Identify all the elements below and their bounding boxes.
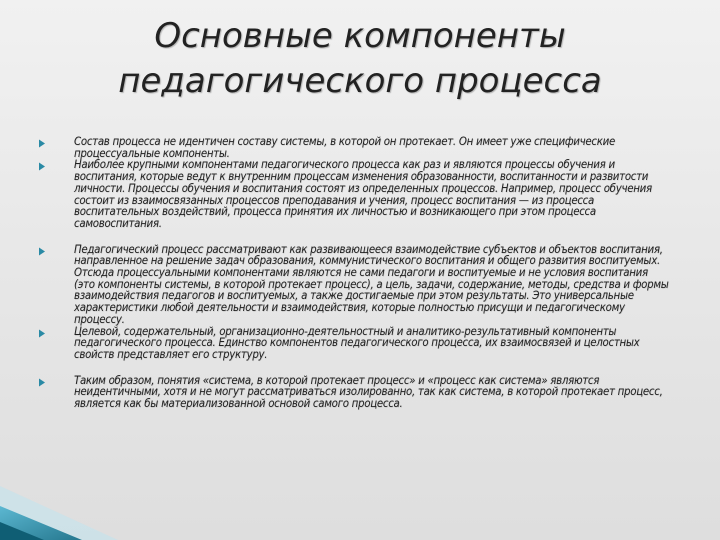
bullet-list (38, 136, 670, 410)
bullet-text: Таким образом, понятия «система, в которой протекает процесс» и «процесс как система» являются неидентичными, хотя и не могут рассматриваться изолированно, так как система, в которой протекает процесс, является как бы материализованной основой самого процесса. (74, 373, 663, 411)
slide-title (60, 14, 660, 104)
triangle-bullet-icon (38, 247, 46, 256)
triangle-bullet-icon (38, 329, 46, 338)
bullet-text: Наиболее крупными компонентами педагогического процесса как раз и являются процессы обучения и воспитания, которые ведут к внутренним процессам изменения образованности, воспитанности и развитости личности. Процессы обучения и воспитания состоят из определенных процессов. Например, процесс обучения состоит из взаимосвязанных процессов преподавания и учения, процесс воспитания — из процесса воспитательных воздействий, процесса принятия их личностью и возникающего при этом процесса самовоспитания. (74, 158, 652, 230)
bullet-item (38, 159, 670, 229)
title-line-2: педагогического процесса (118, 61, 602, 101)
triangle-bullet-icon (38, 162, 46, 171)
bullet-item (38, 244, 670, 326)
bullet-item (38, 136, 670, 159)
bullet-item (38, 375, 670, 410)
bullet-text: Целевой, содержательный, организационно-деятельностный и аналитико-результативный компоненты педагогического процесса. Единство компонентов педагогического процесса, их взаимосвязей и целостных свойств представляет его структуру. (74, 324, 640, 361)
triangle-bullet-icon (38, 378, 46, 387)
triangle-bullet-icon (38, 139, 46, 148)
bullet-text: Педагогический процесс рассматривают как развивающееся взаимодействие субъектов и объектов воспитания, направленное на решение задач образования, коммунистического воспитания и общего развития воспитуемых. Отсюда процессуальными компонентами являются не сами педагоги и воспитуемые и не условия воспитания (это компоненты системы, в которой протекает процесс), а цель, задачи, содержание, методы, средства и формы взаимодействия педагогов и воспитуемых, а также достигаемые при этом результаты. Это универсальные характеристики любой деятельности и взаимодействия, которые полностью присущи и педагогическому процессу. (74, 242, 669, 326)
bullet-text: Состав процесса не идентичен составу системы, в которой он протекает. Он имеет уже специфические процессуальные компоненты. (74, 135, 615, 160)
bullet-item (38, 326, 670, 361)
title-line-1: Основные компоненты (154, 16, 566, 56)
